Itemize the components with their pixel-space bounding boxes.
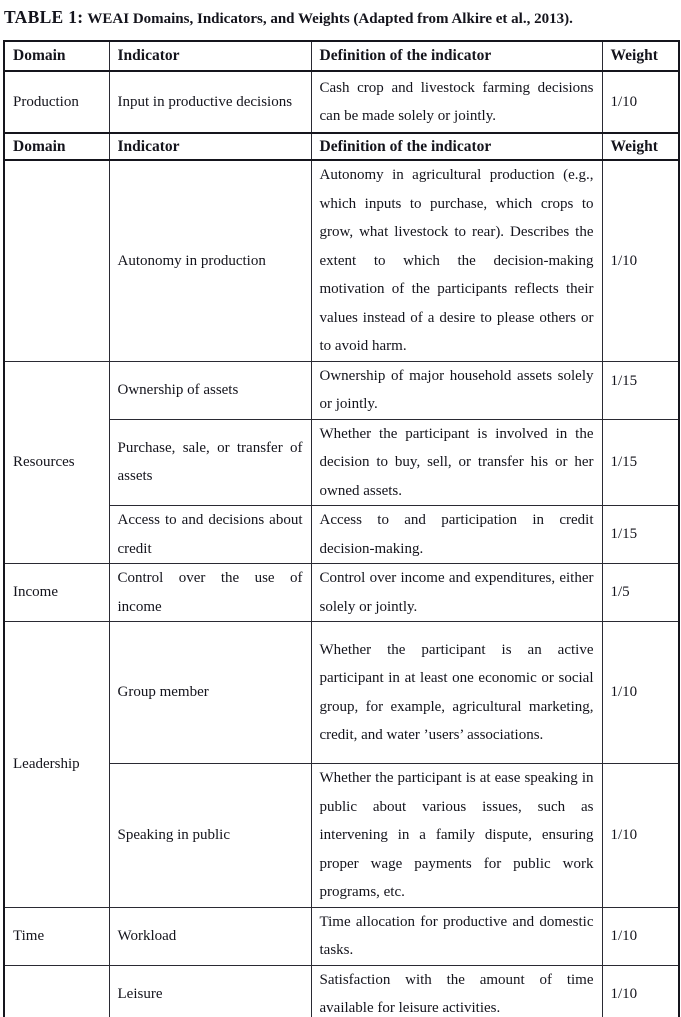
definition-cell: Whether the participant is involved in the decision to buy, sell, or transfer his or her owned assets. (311, 419, 602, 506)
domain-cell (4, 965, 109, 1017)
definition-cell: Access to and participation in credit decision-making. (311, 506, 602, 564)
domain-cell (4, 160, 109, 361)
definition-cell: Time allocation for productive and domestic tasks. (311, 907, 602, 965)
definition-cell: Satisfaction with the amount of time available for leisure activities. (311, 965, 602, 1017)
table-number: TABLE 1: (4, 7, 84, 27)
table-row (4, 71, 679, 133)
column-header-domain: Domain (4, 133, 109, 160)
table-row (4, 907, 679, 965)
weai-domains-table (3, 40, 680, 1017)
weight-cell: 1/10 (602, 907, 679, 965)
weight-cell: 1/10 (602, 160, 679, 361)
indicator-cell: Group member (109, 622, 311, 764)
indicator-cell: Speaking in public (109, 764, 311, 908)
header-row (4, 41, 679, 71)
table-row (4, 622, 679, 764)
indicator-cell: Control over the use of income (109, 564, 311, 622)
definition-cell: Whether the participant is at ease speaking in public about various issues, such as intervening in a family dispute, ensuring proper wage payments for public work programs, etc. (311, 764, 602, 908)
indicator-cell: Access to and decisions about credit (109, 506, 311, 564)
definition-cell: Ownership of major household assets solely or jointly. (311, 361, 602, 419)
column-header-definition: Definition of the indicator (311, 41, 602, 71)
column-header-weight: Weight (602, 133, 679, 160)
indicator-cell: Leisure (109, 965, 311, 1017)
weight-cell: 1/15 (602, 506, 679, 564)
table-caption: WEAI Domains, Indicators, and Weights (Adapted from Alkire et al., 2013). (87, 11, 573, 27)
definition-cell: Cash crop and livestock farming decisions can be made solely or jointly. (311, 71, 602, 133)
indicator-cell: Workload (109, 907, 311, 965)
column-header-indicator: Indicator (109, 41, 311, 71)
domain-cell: Resources (4, 361, 109, 564)
weight-cell: 1/5 (602, 564, 679, 622)
weight-cell: 1/10 (602, 965, 679, 1017)
indicator-cell: Ownership of assets (109, 361, 311, 419)
weight-cell: 1/10 (602, 764, 679, 908)
domain-cell: Time (4, 907, 109, 965)
weight-cell: 1/15 (602, 361, 679, 419)
weight-cell: 1/10 (602, 622, 679, 764)
indicator-cell: Autonomy in production (109, 160, 311, 361)
repeated-header-row (4, 133, 679, 160)
table-row (4, 564, 679, 622)
indicator-cell: Input in productive decisions (109, 71, 311, 133)
column-header-weight: Weight (602, 41, 679, 71)
definition-cell: Whether the participant is an active participant in at least one economic or social group, for example, agricultural marketing, credit, and water ’users’ associations. (311, 622, 602, 764)
table-title (4, 7, 678, 30)
indicator-cell: Purchase, sale, or transfer of assets (109, 419, 311, 506)
domain-cell: Income (4, 564, 109, 622)
weight-cell: 1/10 (602, 71, 679, 133)
table-row (4, 965, 679, 1017)
definition-cell: Autonomy in agricultural production (e.g., which inputs to purchase, which crops to grow, what livestock to rear). Describes the extent to which the decision-making motivation of the participants reflects their values instead of a desire to please others or to avoid harm. (311, 160, 602, 361)
column-header-indicator: Indicator (109, 133, 311, 160)
definition-cell: Control over income and expenditures, either solely or jointly. (311, 564, 602, 622)
column-header-domain: Domain (4, 41, 109, 71)
domain-cell: Leadership (4, 622, 109, 908)
domain-cell: Production (4, 71, 109, 133)
weight-cell: 1/15 (602, 419, 679, 506)
table-row (4, 361, 679, 419)
table-row (4, 160, 679, 361)
column-header-definition: Definition of the indicator (311, 133, 602, 160)
